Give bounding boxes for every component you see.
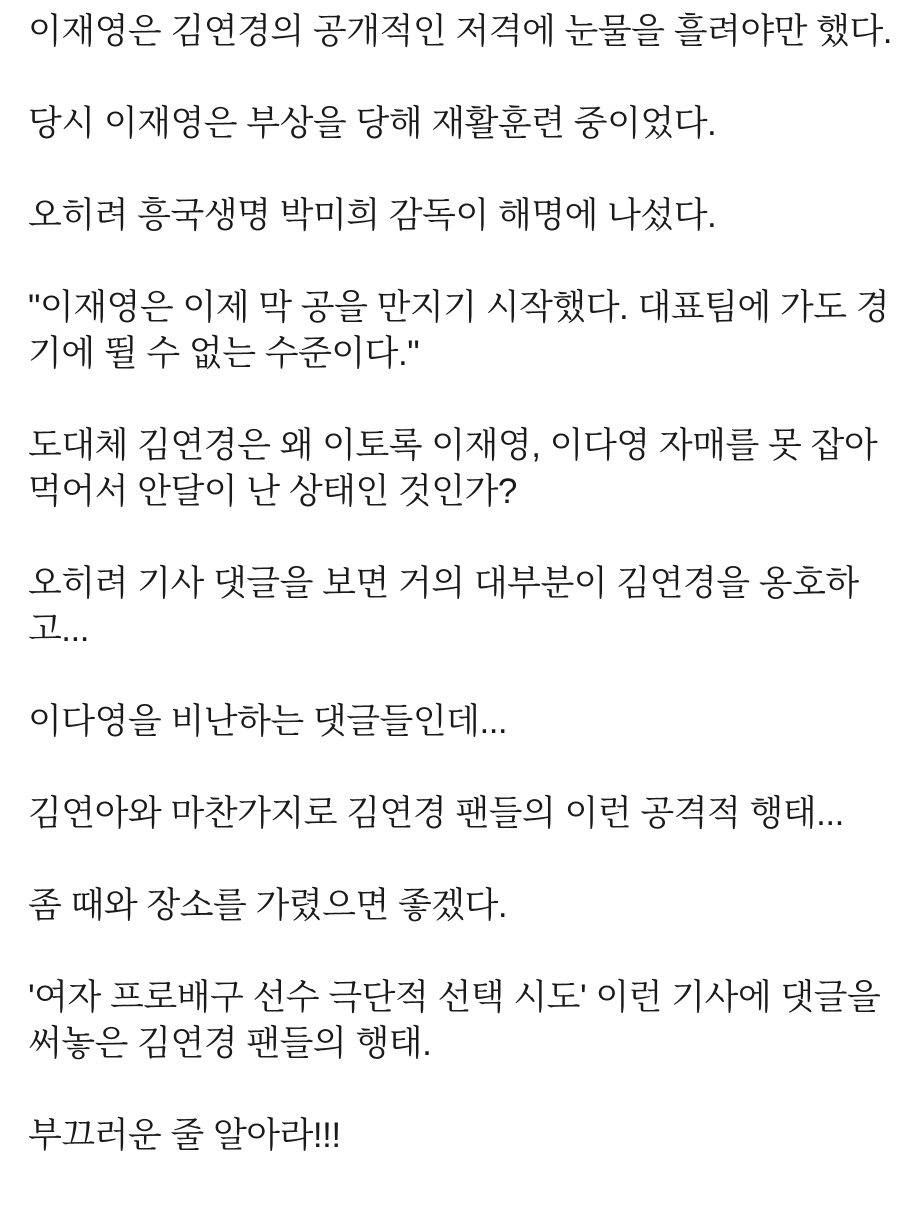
paragraph: "이재영은 이제 막 공을 만지기 시작했다. 대표팀에 가도 경기에 뛸 수 없는 수준이다.": [28, 288, 890, 373]
paragraph: 부끄러운 줄 알아라!!!: [28, 1116, 341, 1155]
paragraph: 오히려 기사 댓글을 보면 거의 대부분이 김연경을 옹호하고...: [28, 564, 859, 649]
paragraph: 오히려 흥국생명 박미희 감독이 해명에 나섰다.: [28, 196, 717, 235]
article-body: [28, 9, 898, 1159]
paragraph: 당시 이재영은 부상을 당해 재활훈련 중이었다.: [28, 104, 717, 143]
paragraph: '여자 프로배구 선수 극단적 선택 시도' 이런 기사에 댓글을 써놓은 김연경 팬들의 행태.: [28, 978, 881, 1063]
paragraph: 이재영은 김연경의 공개적인 저격에 눈물을 흘려야만 했다.: [28, 12, 893, 51]
paragraph: 이다영을 비난하는 댓글들인데...: [28, 702, 508, 741]
paragraph: 좀 때와 장소를 가렸으면 좋겠다.: [28, 886, 508, 925]
paragraph: 김연아와 마찬가지로 김연경 팬들의 이런 공격적 행태...: [28, 794, 844, 833]
paragraph: 도대체 김연경은 왜 이토록 이재영, 이다영 자매를 못 잡아먹어서 안달이 난 상태인 것인가?: [28, 426, 878, 511]
